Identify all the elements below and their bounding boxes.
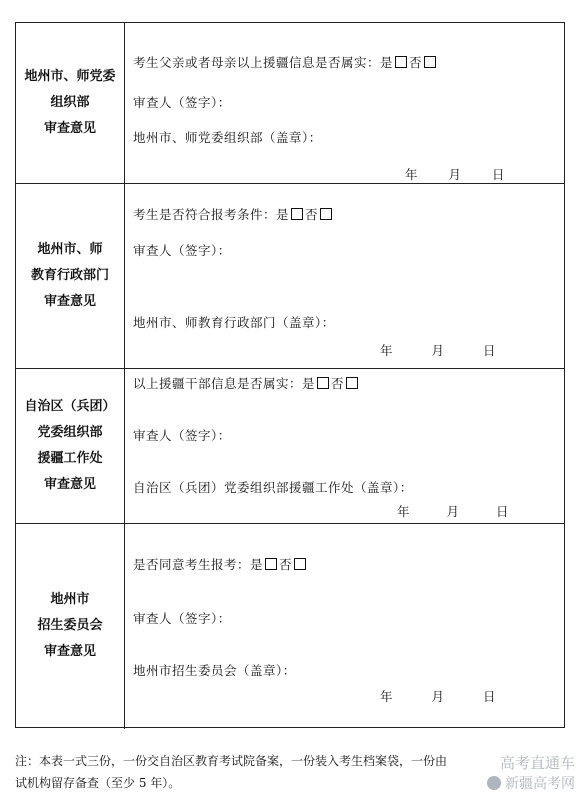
section-header bbox=[16, 523, 125, 729]
no-label: 否 bbox=[331, 376, 345, 391]
question-line bbox=[133, 374, 360, 392]
no-checkbox[interactable] bbox=[320, 208, 332, 220]
seal-line: 自治区（兵团）党委组织部援疆工作处（盖章）： bbox=[133, 480, 413, 495]
question-text: 是否同意考生报考：是 bbox=[133, 557, 264, 572]
date-line bbox=[380, 341, 496, 359]
seal-line: 地州市、师教育行政部门（盖章）： bbox=[133, 315, 335, 330]
no-checkbox[interactable] bbox=[294, 558, 306, 570]
question-line bbox=[133, 555, 308, 573]
date-month: 月 bbox=[431, 343, 445, 358]
question-text: 考生父亲或者母亲以上援疆信息是否属实：是 bbox=[133, 55, 394, 70]
date-year: 年 bbox=[380, 343, 394, 358]
yes-checkbox[interactable] bbox=[291, 208, 303, 220]
section-body bbox=[125, 183, 564, 368]
section-admissions-committee bbox=[16, 523, 564, 729]
header-line: 审查意见 bbox=[43, 121, 96, 136]
no-label: 否 bbox=[279, 557, 293, 572]
header-line: 教育行政部门 bbox=[30, 267, 109, 283]
reviewer-signature: 审查人（签字）： bbox=[133, 243, 231, 258]
header-line: 审查意见 bbox=[43, 476, 96, 492]
date-day: 日 bbox=[496, 504, 510, 519]
question-line bbox=[133, 205, 334, 223]
date-year: 年 bbox=[405, 167, 419, 182]
reviewer-signature: 审查人（签字）： bbox=[133, 95, 231, 110]
header-line: 审查意见 bbox=[43, 644, 96, 659]
question-line bbox=[133, 53, 438, 71]
wechat-icon bbox=[487, 776, 501, 790]
seal-line: 地州市招生委员会（盖章）： bbox=[133, 663, 296, 678]
section-education-dept bbox=[16, 183, 564, 369]
question-text: 考生是否符合报考条件：是 bbox=[133, 207, 290, 222]
watermark-line-2: 新疆高考网 bbox=[505, 776, 575, 792]
date-line bbox=[405, 165, 505, 183]
no-label: 否 bbox=[305, 207, 319, 222]
watermark-line-2-wrap bbox=[487, 773, 575, 793]
yes-checkbox[interactable] bbox=[265, 558, 277, 570]
header-line: 审查意见 bbox=[43, 293, 96, 309]
date-day: 日 bbox=[492, 167, 506, 182]
no-label: 否 bbox=[409, 55, 423, 70]
section-xinjiang-aid bbox=[16, 368, 564, 524]
date-day: 日 bbox=[483, 343, 497, 358]
date-month: 月 bbox=[446, 504, 460, 519]
header-line: 地州市、师 bbox=[37, 241, 103, 257]
date-month: 月 bbox=[448, 167, 462, 182]
yes-checkbox[interactable] bbox=[395, 56, 407, 68]
header-line: 援疆工作处 bbox=[37, 450, 103, 466]
date-day: 日 bbox=[483, 689, 497, 704]
date-line bbox=[380, 687, 496, 705]
section-header bbox=[16, 183, 125, 368]
date-line bbox=[397, 502, 509, 520]
section-body bbox=[125, 523, 564, 729]
footnote-line-2: 试机构留存备查（至少 5 年）。 bbox=[15, 776, 181, 790]
date-month: 月 bbox=[431, 689, 445, 704]
date-year: 年 bbox=[397, 504, 411, 519]
date-year: 年 bbox=[380, 689, 394, 704]
seal-line: 地州市、师党委组织部（盖章）： bbox=[133, 130, 322, 145]
section-header bbox=[16, 368, 125, 523]
header-line: 党委组织部 bbox=[37, 424, 103, 440]
watermark-line-1: 高考直通车 bbox=[499, 754, 575, 772]
header-line: 组织部 bbox=[50, 95, 90, 110]
section-body bbox=[125, 23, 564, 183]
watermark bbox=[487, 752, 575, 793]
yes-checkbox[interactable] bbox=[317, 377, 329, 389]
review-table bbox=[15, 22, 565, 728]
header-line: 地州市 bbox=[50, 592, 90, 607]
header-line: 自治区（兵团） bbox=[24, 398, 116, 414]
header-line: 地州市、师党委 bbox=[24, 69, 116, 84]
section-body bbox=[125, 368, 564, 523]
section-party-org bbox=[16, 23, 564, 184]
footnote-line-1: 注：本表一式三份，一份交自治区教育考试院备案，一份装入考生档案袋，一份由 bbox=[15, 754, 448, 768]
reviewer-signature: 审查人（签字）： bbox=[133, 428, 231, 443]
no-checkbox[interactable] bbox=[346, 377, 358, 389]
question-text: 以上援疆干部信息是否属实：是 bbox=[133, 376, 316, 391]
reviewer-signature: 审查人（签字）： bbox=[133, 611, 231, 626]
header-line: 招生委员会 bbox=[37, 618, 103, 633]
no-checkbox[interactable] bbox=[424, 56, 436, 68]
section-header bbox=[16, 23, 125, 183]
